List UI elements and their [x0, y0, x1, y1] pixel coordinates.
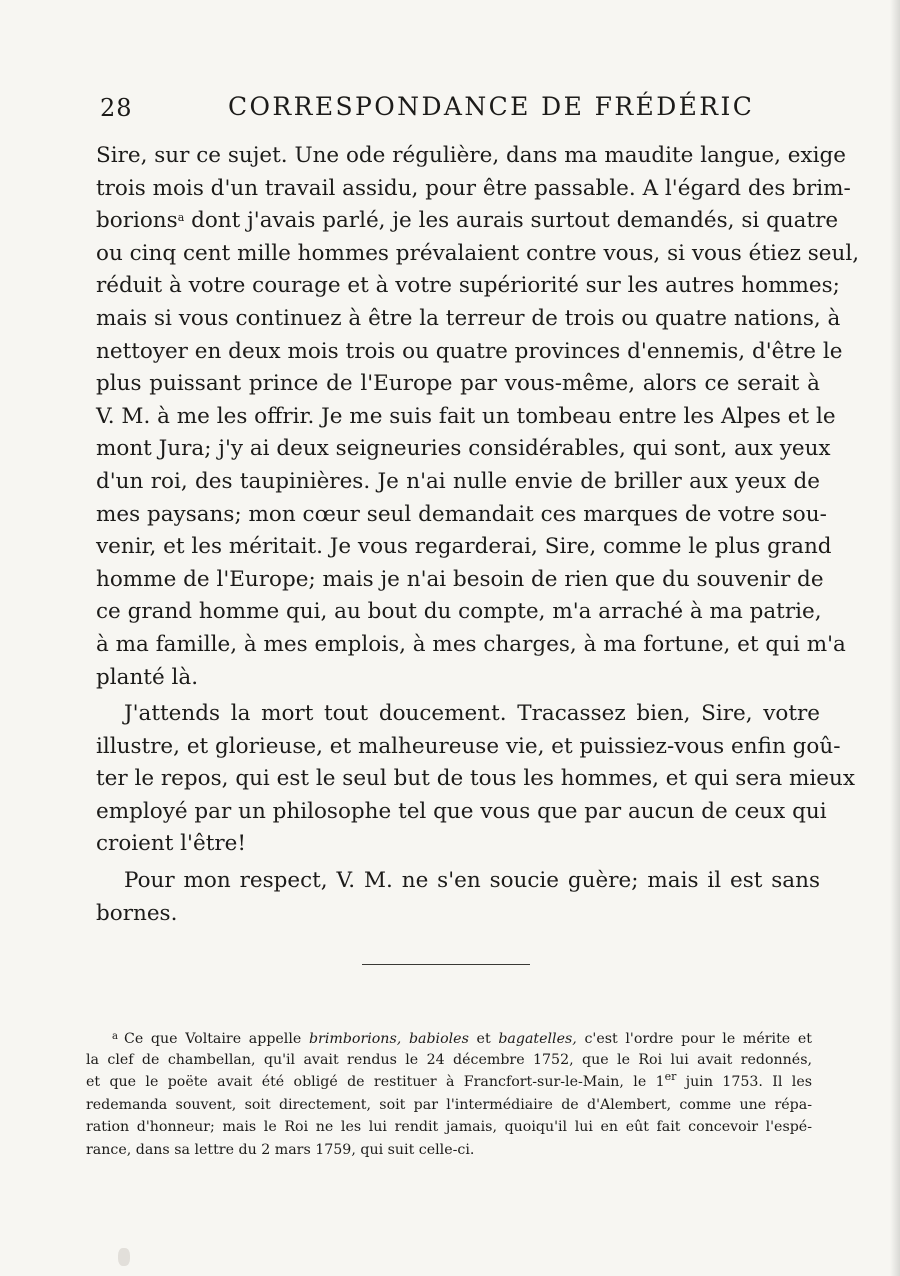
text-line: planté là.: [96, 664, 199, 690]
footnote-line: la clef de chambellan, qu'il avait rendus le 24 décembre 1752, que le Roi lui avait redonnés,: [86, 1051, 812, 1068]
text-line: d'un roi, des taupinières. Je n'ai nulle envie de briller aux yeux de: [96, 468, 820, 494]
page-edge-shadow: [890, 0, 900, 1276]
footnote-text: et: [468, 1031, 499, 1047]
text-line: V. M. à me les offrir. Je me suis fait un tombeau entre les Alpes et le: [96, 403, 836, 429]
footnote-separator: [362, 964, 530, 965]
text-line: Pour mon respect, V. M. ne s'en soucie guère; mais il est sans: [124, 868, 820, 894]
text-line: venir, et les méritait. Je vous regarderai, Sire, comme le plus grand: [96, 534, 832, 560]
footnote-reference: a: [177, 211, 185, 225]
text-line: à ma famille, à mes emplois, à mes charges, à ma fortune, et qui m'a: [96, 631, 846, 657]
footnote-text: Ce que Voltaire appelle: [123, 1031, 309, 1047]
text-line: mes paysans; mon cœur seul demandait ces marques de votre sou-: [96, 501, 827, 527]
ink-smudge: [118, 1248, 130, 1266]
text-fragment: borions: [96, 208, 178, 234]
footnote-italic: babioles: [408, 1031, 469, 1047]
text-line: ter le repos, qui est le seul but de tous les hommes, et qui sera mieux: [96, 766, 855, 792]
text-line: bornes.: [96, 900, 178, 926]
text-line: ou cinq cent mille hommes prévalaient contre vous, si vous étiez seul,: [96, 240, 860, 266]
footnote-text: et que le poëte avait été obligé de restituer à Francfort-sur-le-Main, le 1: [86, 1074, 665, 1090]
text-line: plus puissant prince de l'Europe par vous-même, alors ce serait à: [96, 371, 820, 397]
text-line: employé par un philosophe tel que vous que par aucun de ceux qui: [96, 798, 827, 824]
text-line: illustre, et glorieuse, et malheureuse vie, et puissiez-vous enfin goû-: [96, 733, 841, 759]
footnote-line: redemanda souvent, soit directement, soit par l'intermédiaire de d'Alembert, comme une répa-: [86, 1096, 812, 1113]
text-line: nettoyer en deux mois trois ou quatre provinces d'ennemis, d'être le: [96, 338, 843, 364]
text-line: réduit à votre courage et à votre supériorité sur les autres hommes;: [96, 273, 840, 299]
footnote-italic: bagatelles,: [498, 1031, 577, 1047]
footnote-text: [401, 1031, 409, 1047]
footnote-italic: brimborions,: [308, 1031, 402, 1047]
text-line: J'attends la mort tout doucement. Tracassez bien, Sire, votre: [124, 701, 820, 727]
footnote-text: juin 1753. Il les: [676, 1074, 812, 1090]
running-head: [100, 92, 820, 132]
text-line: trois mois d'un travail assidu, pour être passable. A l'égard des brim-: [96, 175, 851, 201]
footnote-line: [86, 1071, 812, 1094]
running-title: CORRESPONDANCE DE FRÉDÉRIC: [228, 92, 755, 121]
footnote: [86, 1026, 812, 1161]
text-line: [96, 205, 839, 238]
footnote-line: [86, 1026, 812, 1049]
footnote-superscript: er: [664, 1070, 677, 1083]
page-number: 28: [100, 94, 133, 122]
footnote-text: c'est l'ordre pour le mérite et: [576, 1031, 812, 1047]
text-line: Sire, sur ce sujet. Une ode régulière, dans ma maudite langue, exige: [96, 143, 846, 168]
text-line: homme de l'Europe; mais je n'ai besoin de rien que du souvenir de: [96, 566, 824, 592]
text-line: mais si vous continuez à être la terreur de trois ou quatre nations, à: [96, 305, 841, 331]
text-line: ce grand homme qui, au bout du compte, m'a arraché à ma patrie,: [96, 599, 822, 625]
body-text: [96, 140, 860, 930]
text-line: croient l'être!: [96, 831, 246, 857]
footnote-line: rance, dans sa lettre du 2 mars 1759, qui suit celle-ci.: [86, 1141, 475, 1158]
footnote-marker: a: [112, 1031, 118, 1042]
footnote-line: ration d'honneur; mais le Roi ne les lui rendit jamais, quoiqu'il lui en eût fait concevoir l'espé-: [86, 1119, 812, 1135]
text-fragment: dont j'avais parlé, je les aurais surtout demandés, si quatre: [184, 208, 839, 234]
text-line: mont Jura; j'y ai deux seigneuries considérables, qui sont, aux yeux: [96, 436, 831, 462]
